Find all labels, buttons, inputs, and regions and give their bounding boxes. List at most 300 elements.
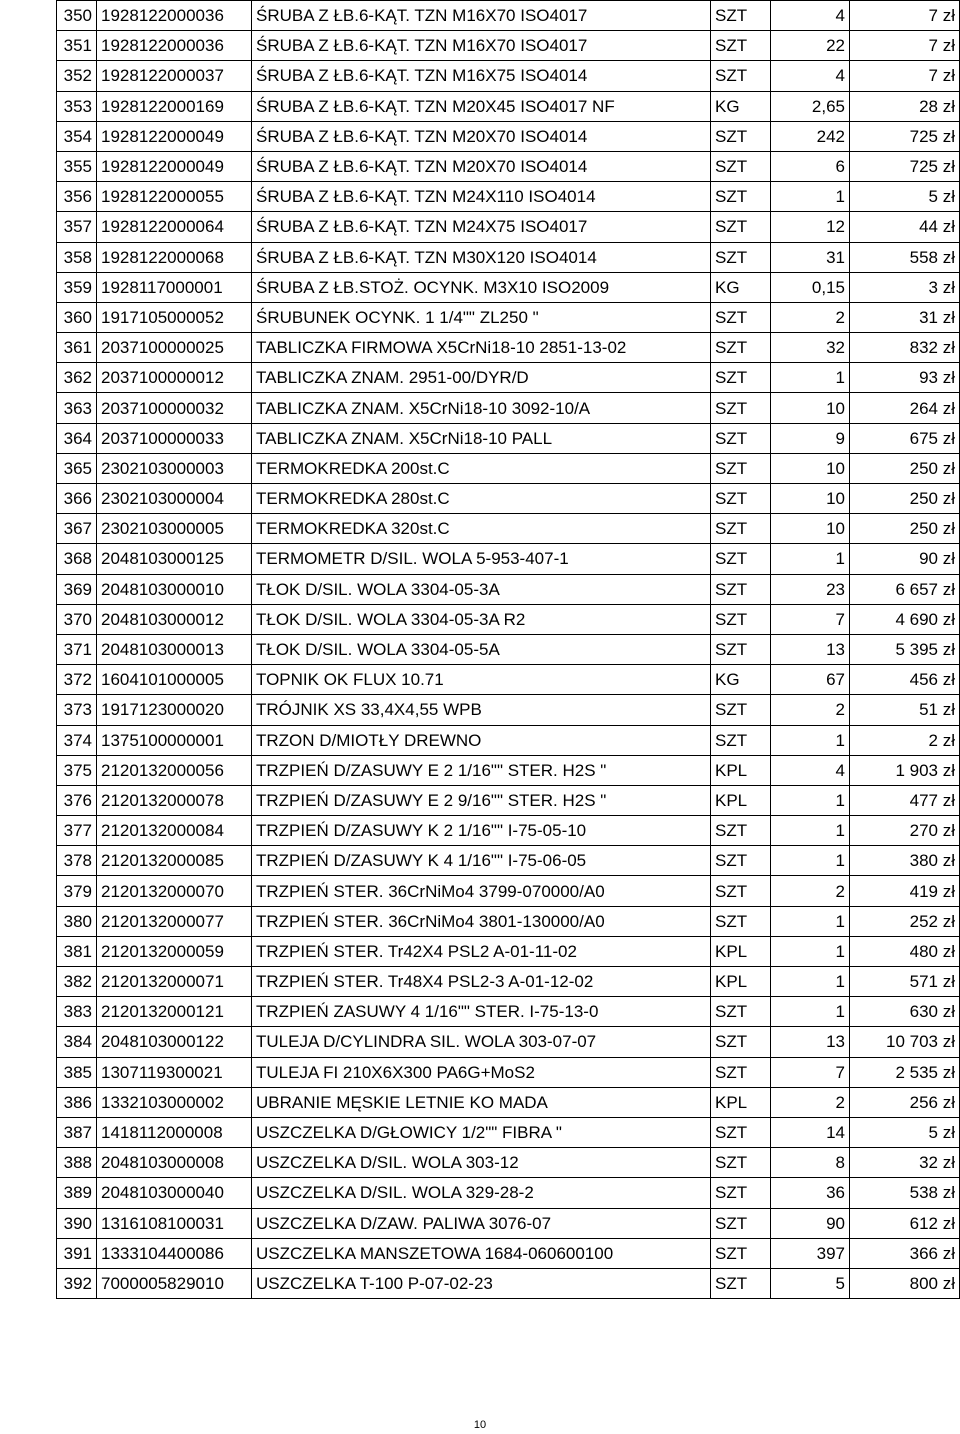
- row-number-cell: 379: [57, 876, 97, 906]
- value-cell: 800 zł: [850, 1268, 960, 1298]
- value-cell: 538 zł: [850, 1178, 960, 1208]
- table-row: [57, 725, 960, 755]
- value-cell: 419 zł: [850, 876, 960, 906]
- quantity-cell: 1: [771, 544, 850, 574]
- table-row: [57, 785, 960, 815]
- value-cell: 5 zł: [850, 182, 960, 212]
- quantity-cell: 4: [771, 755, 850, 785]
- table-row: [57, 182, 960, 212]
- value-cell: 31 zł: [850, 302, 960, 332]
- value-cell: 725 zł: [850, 151, 960, 181]
- quantity-cell: 5: [771, 1268, 850, 1298]
- unit-cell: SZT: [711, 333, 771, 363]
- value-cell: 5 zł: [850, 1117, 960, 1147]
- item-index-cell: 1928122000169: [97, 91, 252, 121]
- table-row: [57, 1057, 960, 1087]
- item-index-cell: 1375100000001: [97, 725, 252, 755]
- unit-cell: SZT: [711, 61, 771, 91]
- value-cell: 480 zł: [850, 936, 960, 966]
- value-cell: 32 zł: [850, 1148, 960, 1178]
- row-number-cell: 358: [57, 242, 97, 272]
- row-number-cell: 352: [57, 61, 97, 91]
- unit-cell: SZT: [711, 242, 771, 272]
- item-index-cell: 1928122000049: [97, 121, 252, 151]
- item-name-cell: USZCZELKA MANSZETOWA 1684-060600100: [252, 1238, 711, 1268]
- item-name-cell: TABLICZKA ZNAM. 2951-00/DYR/D: [252, 363, 711, 393]
- unit-cell: SZT: [711, 393, 771, 423]
- value-cell: 380 zł: [850, 846, 960, 876]
- row-number-cell: 360: [57, 302, 97, 332]
- item-index-cell: 2037100000032: [97, 393, 252, 423]
- item-name-cell: ŚRUBA Z ŁB.6-KĄT. TZN M16X75 ISO4014: [252, 61, 711, 91]
- quantity-cell: 1: [771, 997, 850, 1027]
- row-number-cell: 356: [57, 182, 97, 212]
- table-row: [57, 634, 960, 664]
- item-index-cell: 7000005829010: [97, 1268, 252, 1298]
- quantity-cell: 2: [771, 876, 850, 906]
- quantity-cell: 1: [771, 363, 850, 393]
- row-number-cell: 377: [57, 816, 97, 846]
- item-index-cell: 1928122000037: [97, 61, 252, 91]
- table-row: [57, 1087, 960, 1117]
- value-cell: 10 703 zł: [850, 1027, 960, 1057]
- item-index-cell: 2048103000008: [97, 1148, 252, 1178]
- row-number-cell: 362: [57, 363, 97, 393]
- unit-cell: KPL: [711, 967, 771, 997]
- row-number-cell: 389: [57, 1178, 97, 1208]
- row-number-cell: 381: [57, 936, 97, 966]
- table-row: [57, 1027, 960, 1057]
- table-row: [57, 302, 960, 332]
- unit-cell: SZT: [711, 816, 771, 846]
- quantity-cell: 0,15: [771, 272, 850, 302]
- quantity-cell: 23: [771, 574, 850, 604]
- quantity-cell: 397: [771, 1238, 850, 1268]
- item-index-cell: 2037100000025: [97, 333, 252, 363]
- row-number-cell: 373: [57, 695, 97, 725]
- item-index-cell: 1928117000001: [97, 272, 252, 302]
- item-name-cell: TŁOK D/SIL. WOLA 3304-05-3A R2: [252, 604, 711, 634]
- item-name-cell: ŚRUBA Z ŁB.6-KĄT. TZN M24X110 ISO4014: [252, 182, 711, 212]
- row-number-cell: 365: [57, 453, 97, 483]
- quantity-cell: 13: [771, 634, 850, 664]
- value-cell: 44 zł: [850, 212, 960, 242]
- item-index-cell: 2120132000077: [97, 906, 252, 936]
- item-index-cell: 1928122000036: [97, 1, 252, 31]
- item-name-cell: TABLICZKA FIRMOWA X5CrNi18-10 2851-13-02: [252, 333, 711, 363]
- item-index-cell: 2048103000012: [97, 604, 252, 634]
- value-cell: 250 zł: [850, 453, 960, 483]
- quantity-cell: 22: [771, 31, 850, 61]
- item-name-cell: TRZPIEŃ STER. 36CrNiMo4 3801-130000/A0: [252, 906, 711, 936]
- item-name-cell: TŁOK D/SIL. WOLA 3304-05-5A: [252, 634, 711, 664]
- value-cell: 477 zł: [850, 785, 960, 815]
- item-index-cell: 2037100000012: [97, 363, 252, 393]
- quantity-cell: 10: [771, 514, 850, 544]
- unit-cell: SZT: [711, 363, 771, 393]
- value-cell: 2 535 zł: [850, 1057, 960, 1087]
- unit-cell: SZT: [711, 121, 771, 151]
- value-cell: 366 zł: [850, 1238, 960, 1268]
- quantity-cell: 1: [771, 967, 850, 997]
- quantity-cell: 10: [771, 484, 850, 514]
- item-index-cell: 2048103000122: [97, 1027, 252, 1057]
- value-cell: 5 395 zł: [850, 634, 960, 664]
- value-cell: 93 zł: [850, 363, 960, 393]
- table-row: [57, 484, 960, 514]
- row-number-cell: 363: [57, 393, 97, 423]
- unit-cell: KPL: [711, 1087, 771, 1117]
- table-row: [57, 876, 960, 906]
- value-cell: 1 903 zł: [850, 755, 960, 785]
- item-name-cell: ŚRUBA Z ŁB.6-KĄT. TZN M16X70 ISO4017: [252, 31, 711, 61]
- row-number-cell: 386: [57, 1087, 97, 1117]
- value-cell: 7 zł: [850, 61, 960, 91]
- item-index-cell: 2302103000004: [97, 484, 252, 514]
- quantity-cell: 2: [771, 1087, 850, 1117]
- table-row: [57, 1178, 960, 1208]
- value-cell: 90 zł: [850, 544, 960, 574]
- unit-cell: SZT: [711, 1148, 771, 1178]
- quantity-cell: 1: [771, 906, 850, 936]
- item-index-cell: 1604101000005: [97, 665, 252, 695]
- item-index-cell: 2048103000040: [97, 1178, 252, 1208]
- quantity-cell: 7: [771, 1057, 850, 1087]
- row-number-cell: 367: [57, 514, 97, 544]
- item-name-cell: TABLICZKA ZNAM. X5CrNi18-10 3092-10/A: [252, 393, 711, 423]
- value-cell: 4 690 zł: [850, 604, 960, 634]
- item-name-cell: ŚRUBA Z ŁB.6-KĄT. TZN M24X75 ISO4017: [252, 212, 711, 242]
- quantity-cell: 67: [771, 665, 850, 695]
- quantity-cell: 1: [771, 936, 850, 966]
- item-name-cell: TRZON D/MIOTŁY DREWNO: [252, 725, 711, 755]
- row-number-cell: 384: [57, 1027, 97, 1057]
- item-name-cell: ŚRUBA Z ŁB.6-KĄT. TZN M20X45 ISO4017 NF: [252, 91, 711, 121]
- item-index-cell: 1928122000064: [97, 212, 252, 242]
- value-cell: 2 zł: [850, 725, 960, 755]
- value-cell: 832 zł: [850, 333, 960, 363]
- unit-cell: SZT: [711, 1178, 771, 1208]
- unit-cell: SZT: [711, 514, 771, 544]
- quantity-cell: 2: [771, 695, 850, 725]
- quantity-cell: 14: [771, 1117, 850, 1147]
- inventory-table: [56, 0, 960, 1299]
- value-cell: 252 zł: [850, 906, 960, 936]
- row-number-cell: 370: [57, 604, 97, 634]
- row-number-cell: 392: [57, 1268, 97, 1298]
- table-row: [57, 333, 960, 363]
- item-index-cell: 2120132000085: [97, 846, 252, 876]
- quantity-cell: 4: [771, 1, 850, 31]
- item-index-cell: 1307119300021: [97, 1057, 252, 1087]
- item-index-cell: 2120132000070: [97, 876, 252, 906]
- unit-cell: SZT: [711, 484, 771, 514]
- unit-cell: KG: [711, 91, 771, 121]
- row-number-cell: 375: [57, 755, 97, 785]
- row-number-cell: 385: [57, 1057, 97, 1087]
- unit-cell: SZT: [711, 1208, 771, 1238]
- item-index-cell: 2048103000013: [97, 634, 252, 664]
- item-name-cell: ŚRUBUNEK OCYNK. 1 1/4"" ZL250 ": [252, 302, 711, 332]
- row-number-cell: 391: [57, 1238, 97, 1268]
- unit-cell: KG: [711, 272, 771, 302]
- item-name-cell: USZCZELKA D/GŁOWICY 1/2"" FIBRA ": [252, 1117, 711, 1147]
- table-row: [57, 846, 960, 876]
- table-row: [57, 242, 960, 272]
- quantity-cell: 10: [771, 453, 850, 483]
- item-name-cell: ŚRUBA Z ŁB.6-KĄT. TZN M30X120 ISO4014: [252, 242, 711, 272]
- value-cell: 264 zł: [850, 393, 960, 423]
- value-cell: 250 zł: [850, 484, 960, 514]
- table-row: [57, 1268, 960, 1298]
- table-row: [57, 393, 960, 423]
- item-name-cell: TŁOK D/SIL. WOLA 3304-05-3A: [252, 574, 711, 604]
- quantity-cell: 13: [771, 1027, 850, 1057]
- table-row: [57, 91, 960, 121]
- item-index-cell: 1332103000002: [97, 1087, 252, 1117]
- row-number-cell: 355: [57, 151, 97, 181]
- item-name-cell: TERMOKREDKA 320st.C: [252, 514, 711, 544]
- row-number-cell: 387: [57, 1117, 97, 1147]
- item-name-cell: USZCZELKA D/SIL. WOLA 329-28-2: [252, 1178, 711, 1208]
- item-name-cell: USZCZELKA D/SIL. WOLA 303-12: [252, 1148, 711, 1178]
- row-number-cell: 388: [57, 1148, 97, 1178]
- table-row: [57, 574, 960, 604]
- quantity-cell: 1: [771, 846, 850, 876]
- value-cell: 630 zł: [850, 997, 960, 1027]
- quantity-cell: 2,65: [771, 91, 850, 121]
- row-number-cell: 390: [57, 1208, 97, 1238]
- table-row: [57, 363, 960, 393]
- unit-cell: SZT: [711, 31, 771, 61]
- table-row: [57, 665, 960, 695]
- value-cell: 612 zł: [850, 1208, 960, 1238]
- row-number-cell: 357: [57, 212, 97, 242]
- row-number-cell: 366: [57, 484, 97, 514]
- quantity-cell: 242: [771, 121, 850, 151]
- item-name-cell: TERMOMETR D/SIL. WOLA 5-953-407-1: [252, 544, 711, 574]
- item-index-cell: 2120132000071: [97, 967, 252, 997]
- quantity-cell: 8: [771, 1148, 850, 1178]
- unit-cell: SZT: [711, 1027, 771, 1057]
- unit-cell: SZT: [711, 846, 771, 876]
- row-number-cell: 353: [57, 91, 97, 121]
- item-name-cell: TRZPIEŃ STER. 36CrNiMo4 3799-070000/A0: [252, 876, 711, 906]
- value-cell: 3 zł: [850, 272, 960, 302]
- value-cell: 7 zł: [850, 31, 960, 61]
- quantity-cell: 90: [771, 1208, 850, 1238]
- item-index-cell: 2302103000005: [97, 514, 252, 544]
- table-row: [57, 31, 960, 61]
- item-index-cell: 1418112000008: [97, 1117, 252, 1147]
- row-number-cell: 383: [57, 997, 97, 1027]
- inventory-table-body: [57, 1, 960, 1299]
- unit-cell: SZT: [711, 1, 771, 31]
- quantity-cell: 12: [771, 212, 850, 242]
- item-name-cell: TERMOKREDKA 200st.C: [252, 453, 711, 483]
- item-name-cell: TULEJA FI 210X6X300 PA6G+MoS2: [252, 1057, 711, 1087]
- table-row: [57, 1238, 960, 1268]
- value-cell: 725 zł: [850, 121, 960, 151]
- unit-cell: SZT: [711, 182, 771, 212]
- item-name-cell: ŚRUBA Z ŁB.STOŻ. OCYNK. M3X10 ISO2009: [252, 272, 711, 302]
- item-name-cell: TRÓJNIK XS 33,4X4,55 WPB: [252, 695, 711, 725]
- item-index-cell: 2120132000059: [97, 936, 252, 966]
- table-row: [57, 1208, 960, 1238]
- row-number-cell: 369: [57, 574, 97, 604]
- row-number-cell: 354: [57, 121, 97, 151]
- table-row: [57, 151, 960, 181]
- item-index-cell: 2302103000003: [97, 453, 252, 483]
- quantity-cell: 1: [771, 816, 850, 846]
- item-index-cell: 2120132000078: [97, 785, 252, 815]
- unit-cell: KG: [711, 665, 771, 695]
- item-index-cell: 2120132000056: [97, 755, 252, 785]
- value-cell: 51 zł: [850, 695, 960, 725]
- quantity-cell: 4: [771, 61, 850, 91]
- table-row: [57, 544, 960, 574]
- table-row: [57, 997, 960, 1027]
- row-number-cell: 361: [57, 333, 97, 363]
- item-name-cell: ŚRUBA Z ŁB.6-KĄT. TZN M16X70 ISO4017: [252, 1, 711, 31]
- value-cell: 558 zł: [850, 242, 960, 272]
- item-name-cell: TRZPIEŃ D/ZASUWY E 2 9/16"" STER. H2S ": [252, 785, 711, 815]
- item-index-cell: 1316108100031: [97, 1208, 252, 1238]
- quantity-cell: 9: [771, 423, 850, 453]
- row-number-cell: 364: [57, 423, 97, 453]
- table-row: [57, 423, 960, 453]
- row-number-cell: 382: [57, 967, 97, 997]
- table-row: [57, 1148, 960, 1178]
- quantity-cell: 2: [771, 302, 850, 332]
- row-number-cell: 368: [57, 544, 97, 574]
- item-index-cell: 1333104400086: [97, 1238, 252, 1268]
- page-number: 10: [473, 1419, 487, 1431]
- row-number-cell: 372: [57, 665, 97, 695]
- unit-cell: SZT: [711, 544, 771, 574]
- item-name-cell: ŚRUBA Z ŁB.6-KĄT. TZN M20X70 ISO4014: [252, 121, 711, 151]
- item-name-cell: TRZPIEŃ D/ZASUWY K 2 1/16"" I-75-05-10: [252, 816, 711, 846]
- table-row: [57, 755, 960, 785]
- table-row: [57, 453, 960, 483]
- table-row: [57, 695, 960, 725]
- row-number-cell: 371: [57, 634, 97, 664]
- item-index-cell: 2037100000033: [97, 423, 252, 453]
- table-row: [57, 121, 960, 151]
- quantity-cell: 31: [771, 242, 850, 272]
- value-cell: 250 zł: [850, 514, 960, 544]
- value-cell: 256 zł: [850, 1087, 960, 1117]
- quantity-cell: 7: [771, 604, 850, 634]
- unit-cell: SZT: [711, 212, 771, 242]
- table-row: [57, 967, 960, 997]
- quantity-cell: 10: [771, 393, 850, 423]
- item-index-cell: 1928122000036: [97, 31, 252, 61]
- table-row: [57, 272, 960, 302]
- value-cell: 675 zł: [850, 423, 960, 453]
- item-index-cell: 1928122000068: [97, 242, 252, 272]
- unit-cell: KPL: [711, 936, 771, 966]
- table-row: [57, 514, 960, 544]
- item-name-cell: USZCZELKA D/ZAW. PALIWA 3076-07: [252, 1208, 711, 1238]
- quantity-cell: 32: [771, 333, 850, 363]
- table-row: [57, 906, 960, 936]
- value-cell: 28 zł: [850, 91, 960, 121]
- item-index-cell: 2048103000010: [97, 574, 252, 604]
- table-row: [57, 604, 960, 634]
- item-index-cell: 2120132000084: [97, 816, 252, 846]
- value-cell: 7 zł: [850, 1, 960, 31]
- unit-cell: KPL: [711, 755, 771, 785]
- quantity-cell: 6: [771, 151, 850, 181]
- item-name-cell: TRZPIEŃ ZASUWY 4 1/16"" STER. I-75-13-0: [252, 997, 711, 1027]
- unit-cell: SZT: [711, 1268, 771, 1298]
- unit-cell: SZT: [711, 604, 771, 634]
- item-name-cell: TERMOKREDKA 280st.C: [252, 484, 711, 514]
- unit-cell: SZT: [711, 997, 771, 1027]
- row-number-cell: 378: [57, 846, 97, 876]
- unit-cell: SZT: [711, 1238, 771, 1268]
- table-row: [57, 1117, 960, 1147]
- value-cell: 571 zł: [850, 967, 960, 997]
- row-number-cell: 350: [57, 1, 97, 31]
- item-name-cell: TRZPIEŃ STER. Tr48X4 PSL2-3 A-01-12-02: [252, 967, 711, 997]
- row-number-cell: 374: [57, 725, 97, 755]
- unit-cell: SZT: [711, 695, 771, 725]
- item-index-cell: 2048103000125: [97, 544, 252, 574]
- item-name-cell: UBRANIE MĘSKIE LETNIE KO MADA: [252, 1087, 711, 1117]
- quantity-cell: 36: [771, 1178, 850, 1208]
- unit-cell: SZT: [711, 151, 771, 181]
- item-index-cell: 1928122000055: [97, 182, 252, 212]
- item-name-cell: TABLICZKA ZNAM. X5CrNi18-10 PALL: [252, 423, 711, 453]
- unit-cell: SZT: [711, 876, 771, 906]
- unit-cell: SZT: [711, 1117, 771, 1147]
- quantity-cell: 1: [771, 725, 850, 755]
- table-row: [57, 212, 960, 242]
- item-index-cell: 1917123000020: [97, 695, 252, 725]
- item-name-cell: USZCZELKA T-100 P-07-02-23: [252, 1268, 711, 1298]
- quantity-cell: 1: [771, 182, 850, 212]
- value-cell: 270 zł: [850, 816, 960, 846]
- row-number-cell: 351: [57, 31, 97, 61]
- row-number-cell: 376: [57, 785, 97, 815]
- item-index-cell: 1928122000049: [97, 151, 252, 181]
- value-cell: 6 657 zł: [850, 574, 960, 604]
- unit-cell: SZT: [711, 574, 771, 604]
- unit-cell: SZT: [711, 1057, 771, 1087]
- quantity-cell: 1: [771, 785, 850, 815]
- row-number-cell: 380: [57, 906, 97, 936]
- unit-cell: SZT: [711, 906, 771, 936]
- table-row: [57, 816, 960, 846]
- item-name-cell: TOPNIK OK FLUX 10.71: [252, 665, 711, 695]
- item-index-cell: 2120132000121: [97, 997, 252, 1027]
- item-name-cell: TULEJA D/CYLINDRA SIL. WOLA 303-07-07: [252, 1027, 711, 1057]
- unit-cell: SZT: [711, 453, 771, 483]
- row-number-cell: 359: [57, 272, 97, 302]
- value-cell: 456 zł: [850, 665, 960, 695]
- table-row: [57, 1, 960, 31]
- table-row: [57, 936, 960, 966]
- item-name-cell: TRZPIEŃ D/ZASUWY K 4 1/16"" I-75-06-05: [252, 846, 711, 876]
- item-index-cell: 1917105000052: [97, 302, 252, 332]
- unit-cell: SZT: [711, 302, 771, 332]
- item-name-cell: TRZPIEŃ D/ZASUWY E 2 1/16"" STER. H2S ": [252, 755, 711, 785]
- unit-cell: SZT: [711, 634, 771, 664]
- unit-cell: SZT: [711, 725, 771, 755]
- unit-cell: SZT: [711, 423, 771, 453]
